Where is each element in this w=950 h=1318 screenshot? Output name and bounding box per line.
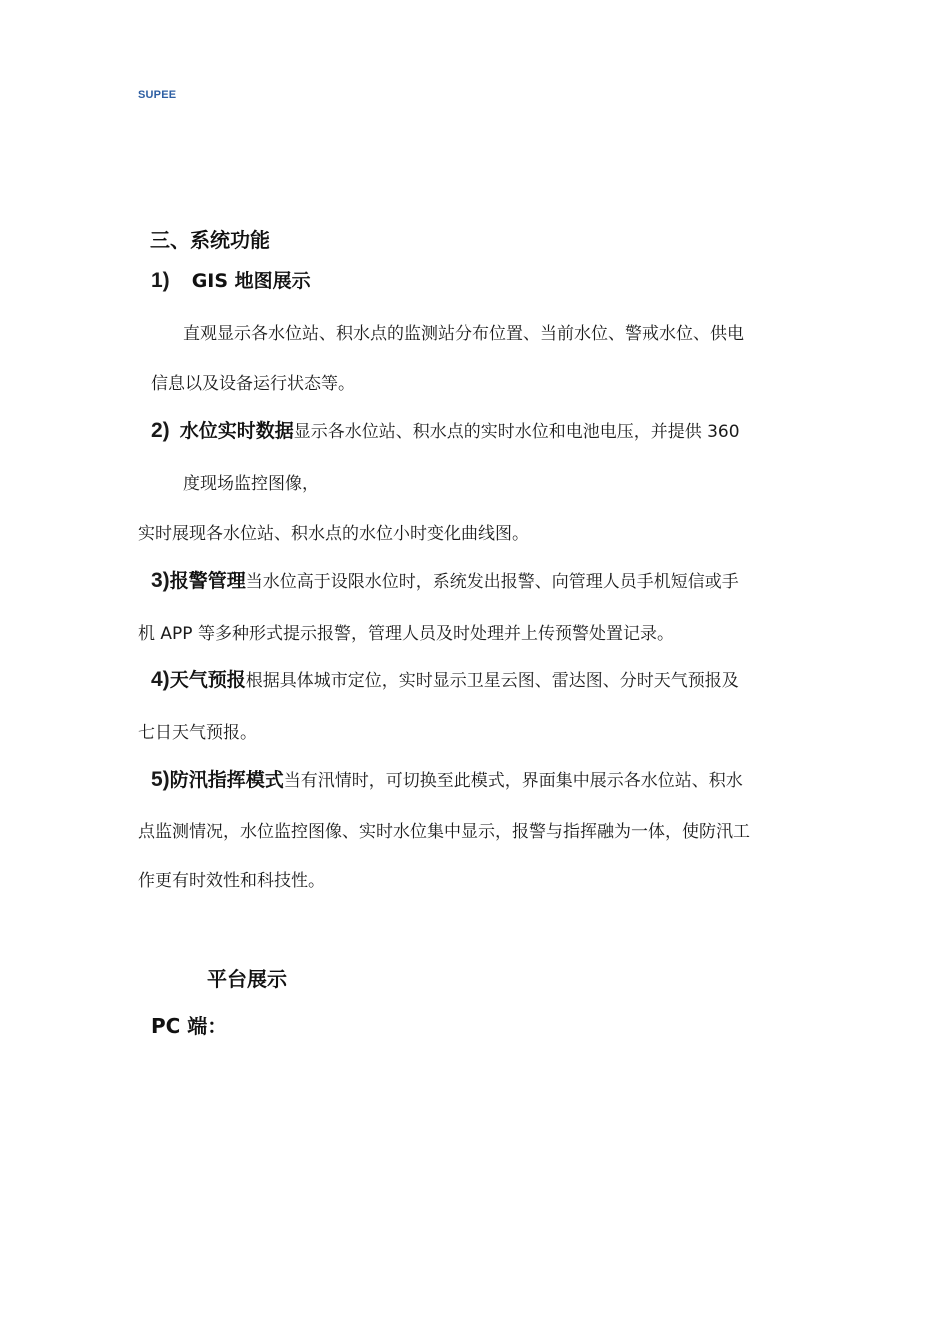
item-3-number: 3) — [151, 569, 170, 592]
item-4-line-1: 根据具体城市定位，实时显示卫星云图、雷达图、分时天气预报及 — [245, 671, 739, 691]
platform-title: 平台展示 — [207, 967, 287, 991]
item-3-line-2: 机 APP 等多种形式提示报警，管理人员及时处理并上传预警处置记录。 — [138, 624, 674, 644]
item-1-line-1: 直观显示各水位站、积水点的监测站分布位置、当前水位、警戒水位、供电 — [183, 324, 744, 344]
item-1-number: 1) — [151, 269, 170, 292]
item-1-heading: GIS 地图展示 — [191, 270, 311, 292]
item-2-line-1: 显示各水位站、积水点的实时水位和电池电压，并提供 360 — [293, 422, 740, 442]
item-2-line-3: 实时展现各水位站、积水点的水位小时变化曲线图。 — [138, 524, 529, 544]
item-3-heading-row — [151, 566, 739, 593]
item-1-line-2: 信息以及设备运行状态等。 — [151, 374, 355, 394]
item-2-line-2: 度现场监控图像， — [183, 474, 319, 494]
item-3-line-1: 当水位高于设限水位时，系统发出报警、向管理人员手机短信或手 — [245, 572, 739, 592]
item-4-heading-row — [151, 665, 739, 692]
item-5-heading: 防汛指挥模式 — [169, 769, 284, 791]
item-2-heading: 水位实时数据 — [179, 420, 294, 442]
item-4-number: 4) — [151, 668, 170, 691]
item-5-number: 5) — [151, 768, 170, 791]
item-4-line-2: 七日天气预报。 — [138, 723, 257, 743]
company-logo: SUPEE — [138, 89, 177, 101]
item-4-heading: 天气预报 — [169, 669, 246, 691]
item-3-heading: 报警管理 — [169, 570, 246, 592]
section-title: 三、系统功能 — [150, 228, 270, 252]
item-1-heading-row — [151, 266, 311, 293]
item-2-heading-row — [151, 416, 740, 443]
pc-label: PC 端： — [151, 1014, 228, 1038]
item-5-line-2: 点监测情况，水位监控图像、实时水位集中显示，报警与指挥融为一体，使防汛工 — [138, 822, 750, 842]
item-2-number: 2) — [151, 419, 170, 442]
item-5-line-3: 作更有时效性和科技性。 — [138, 871, 325, 891]
item-5-heading-row — [151, 765, 743, 792]
item-5-line-1: 当有汛情时，可切换至此模式，界面集中展示各水位站、积水 — [283, 771, 743, 791]
